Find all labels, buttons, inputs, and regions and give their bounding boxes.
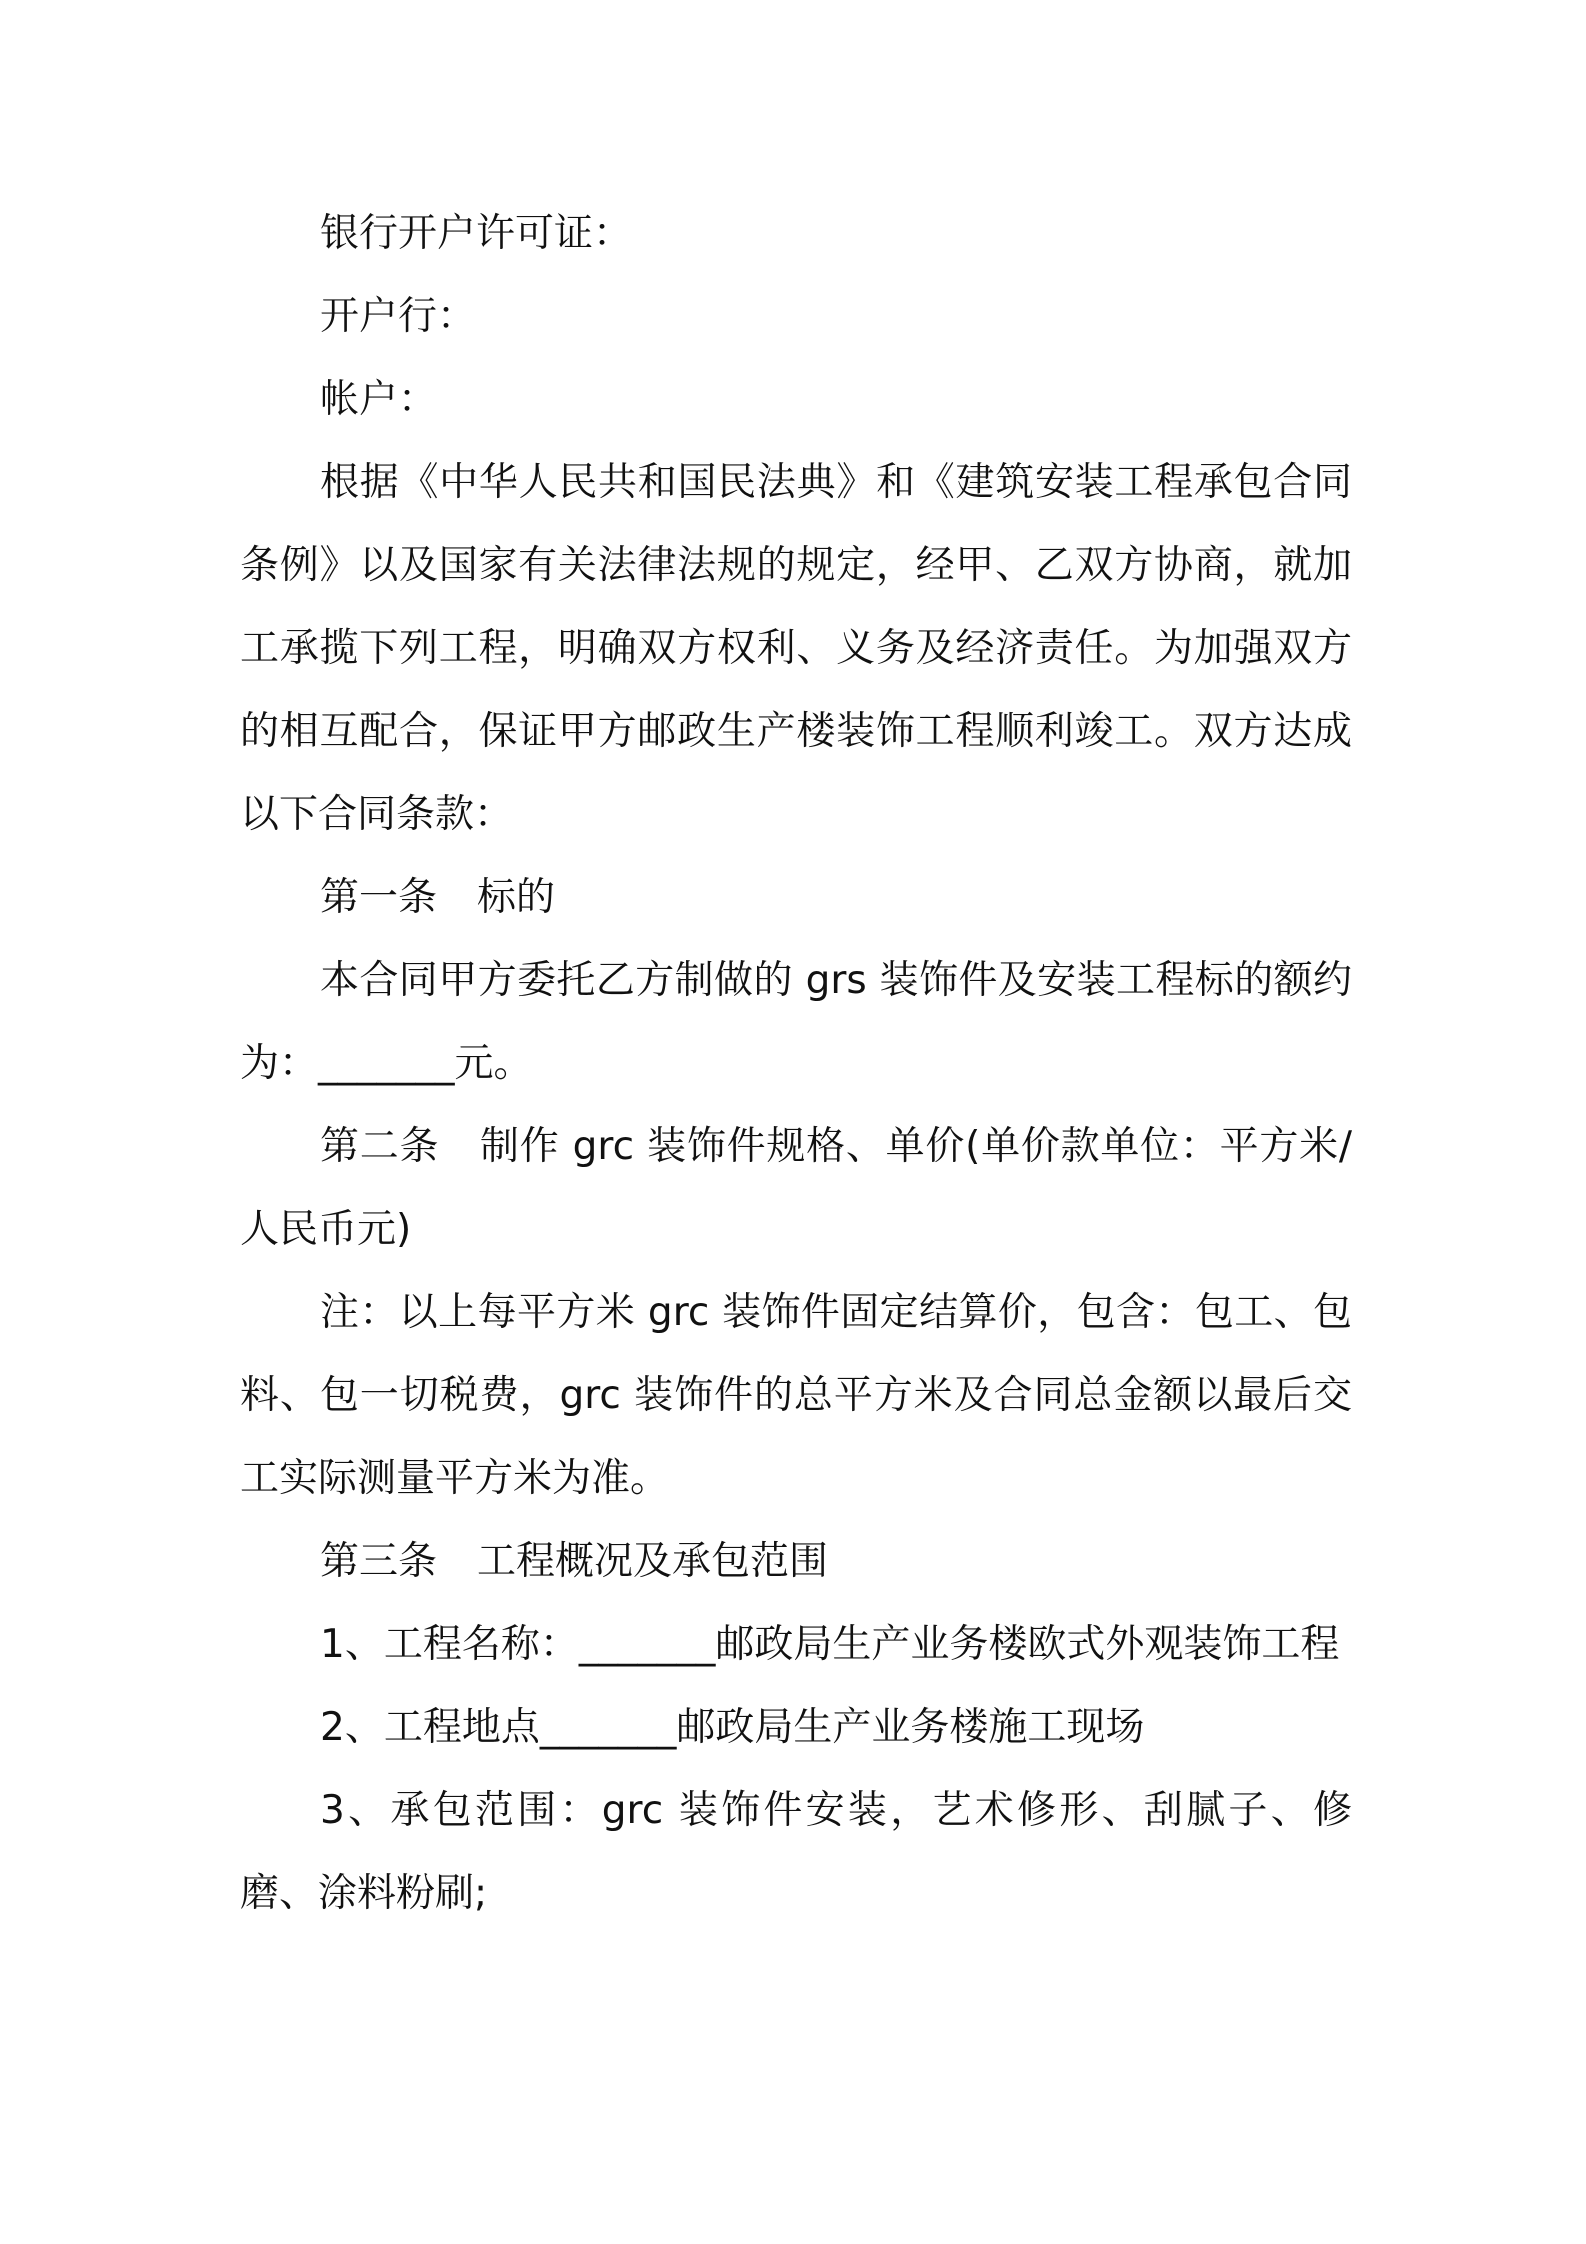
note-paragraph: 注：以上每平方米 grc 装饰件固定结算价，包含：包工、包料、包一切税费，grc 装饰件的总平方米及合同总金额以最后交工实际测量平方米为准。 [240, 1290, 1352, 1501]
bank-permit-line: 银行开户许可证： [320, 211, 633, 256]
article-3-item-3: 3、承包范围：grc 装饰件安装，艺术修形、刮腻子、修磨、涂料粉刷; [240, 1788, 1352, 1916]
article-2-heading [240, 1105, 1352, 1271]
document-page [240, 192, 1352, 1935]
article-1-number: 第一条 [320, 875, 438, 920]
article-3-item-1: 1、工程名称：_______邮政局生产业务楼欧式外观装饰工程 [320, 1622, 1340, 1667]
article-3-title: 工程概况及承包范围 [477, 1539, 829, 1584]
account-line: 帐户： [320, 377, 438, 422]
article-3-heading [240, 1520, 1352, 1603]
article-3-item-2: 2、工程地点_______邮政局生产业务楼施工现场 [320, 1705, 1145, 1750]
article-2-title: 制作 grc 装饰件规格、单价(单价款单位：平方米/人民币元) [240, 1124, 1352, 1252]
article-1-title: 标的 [477, 875, 556, 920]
article-1-heading [240, 856, 1352, 939]
preamble-paragraph: 根据《中华人民共和国民法典》和《建筑安装工程承包合同条例》以及国家有关法律法规的规定，经甲、乙双方协商，就加工承揽下列工程，明确双方权利、义务及经济责任。为加强双方的相互配合，保证甲方邮政生产楼装饰工程顺利竣工。双方达成以下合同条款： [240, 460, 1352, 837]
bank-name-line: 开户行： [320, 294, 477, 339]
article-2-number: 第二条 [320, 1124, 440, 1169]
article-3-number: 第三条 [320, 1539, 438, 1584]
article-1-body: 本合同甲方委托乙方制做的 grs 装饰件及安装工程标的额约为：_______元。 [240, 958, 1352, 1086]
